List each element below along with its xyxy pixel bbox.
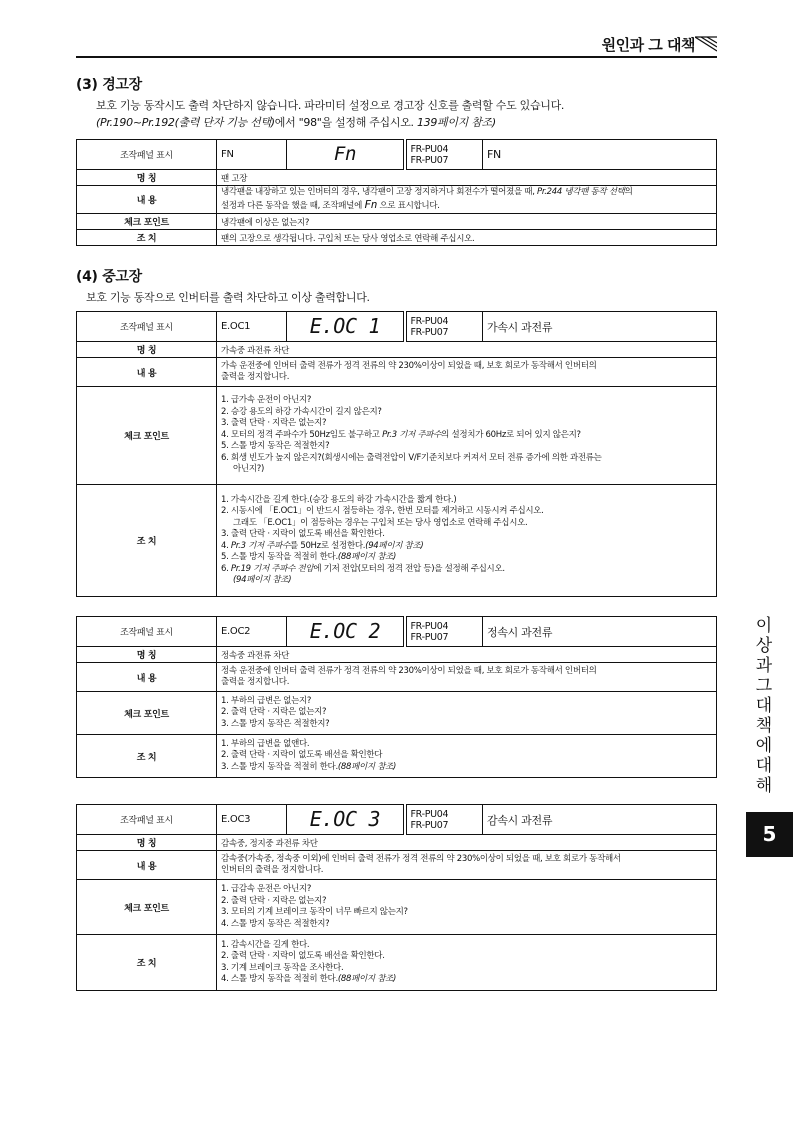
page-header-title: 원인과 그 대책 (601, 36, 695, 54)
pu-model (405, 805, 483, 835)
lcd-text: Fn (333, 143, 356, 163)
parameter-reference: (Pr.190~Pr.192(출력 단자 기능 선택) (96, 116, 275, 129)
action-label: 조 치 (77, 735, 217, 778)
action-value (217, 935, 717, 991)
check-value (217, 387, 717, 485)
section-title-warning: (3) 경고장 (76, 77, 142, 93)
header-rule (76, 56, 717, 58)
pu-model-2: FR-PU07 (410, 154, 449, 166)
action-item: 에 기저 전압(모터의 정격 전압 등)을 설정해 주십시오. (313, 563, 505, 574)
content-line: 출력을 정지합니다. (221, 677, 290, 687)
action-item: 1. 부하의 급변을 없앤다. (221, 738, 310, 749)
name-value: 가속중 과전류 차단 (217, 342, 717, 358)
action-item: 4. (221, 540, 231, 551)
warning-fn-table (76, 139, 717, 246)
parameter-reference: Pr.3 기저 주파수 (382, 429, 442, 440)
check-item: 1. 급가속 운전이 아닌지? (221, 395, 312, 406)
lcd-display (287, 805, 405, 835)
action-item: 2. 시동시에 「E.OC1」이 반드시 점등하는 경우, 한번 모터를 제거하고 시동시켜 주십시오. (221, 506, 544, 516)
fault-oc3-table (76, 804, 717, 991)
fault-oc2-table (76, 616, 717, 778)
page-reference: (94페이지 참조) (233, 575, 292, 585)
content-text: 으로 표시합니다. (377, 200, 440, 211)
lcd-segment-icon (315, 143, 375, 163)
parameter-reference: Pr.19 기저 주파수 전압 (230, 563, 314, 574)
content-label: 내 용 (77, 851, 217, 880)
action-item: 3. 기계 브레이크 동작을 조사한다. (221, 962, 344, 973)
name-label: 명 칭 (77, 835, 217, 851)
action-value: 팬의 고장으로 생각됩니다. 구입처 또는 당사 영업소로 연락해 주십시오. (217, 230, 717, 246)
panel-code: E.OC1 (217, 312, 287, 342)
pu-model-2: FR-PU07 (410, 631, 449, 643)
content-text: 의 (624, 187, 633, 197)
pu-model-1: FR-PU04 (410, 143, 449, 155)
panel-display-label: 조작패널 표시 (77, 312, 217, 342)
section-title-fault: (4) 중고장 (76, 269, 142, 285)
pu-model (405, 312, 483, 342)
panel-display-label: 조작패널 표시 (77, 805, 217, 835)
description-line: 보호 기능 동작시도 출력 차단하지 않습니다. 파라미터 설정으로 경고장 신호를 출력할 수도 있습니다. (96, 99, 565, 112)
check-value: 냉각팬에 이상은 없는지? (217, 214, 717, 230)
check-item: 2. 승강 용도의 하강 가속시간이 길지 않은지? (221, 406, 382, 417)
action-item: 1. 감속시간을 길게 한다. (221, 939, 310, 950)
check-item: 2. 출력 단락 · 지락은 없는지? (221, 895, 327, 906)
action-item: 2. 출력 단락 · 지락이 없도록 배선을 확인한다 (221, 750, 383, 761)
action-item: 를 50Hz로 설정한다. (290, 540, 366, 551)
pu-display-text: 정속시 과전류 (483, 617, 717, 647)
check-item: 4. 스톨 방지 동작은 적절한지? (221, 918, 330, 929)
action-item: 그래도 「E.OC1」이 점등하는 경우는 구입처 또는 당사 영업소로 연락해 주십시오. (233, 517, 528, 528)
content-text: 설정과 다른 동작을 했을 때, 조작패널에 (221, 200, 365, 211)
action-label: 조 치 (77, 230, 217, 246)
check-item: 6. 회생 빈도가 높지 않은지?(회생시에는 출력전압이 V/F기준치보다 커져서 모터 전류 증가에 의한 과전류는 (221, 452, 602, 463)
lcd-segment-icon (300, 619, 390, 641)
page-reference: (88페이지 참조) (337, 552, 397, 562)
lcd-display (287, 617, 405, 647)
pu-model-1: FR-PU04 (410, 620, 449, 632)
name-value: 팬 고장 (217, 170, 717, 186)
lcd-display (287, 312, 405, 342)
pu-display-text: 감속시 과전류 (483, 805, 717, 835)
action-item: 3. 스톨 방지 동작을 적절히 한다. (221, 761, 338, 772)
pu-model-2: FR-PU07 (410, 326, 449, 338)
page-reference: 139페이지 참조) (416, 116, 496, 129)
name-value: 감속중, 정지중 과전류 차단 (217, 835, 717, 851)
content-value (217, 663, 717, 692)
check-item: 아닌지?) (233, 464, 264, 475)
page-reference: (94페이지 참조) (365, 540, 424, 551)
lcd-display (287, 140, 405, 170)
action-item: 6. (221, 563, 231, 574)
content-label: 내 용 (77, 663, 217, 692)
pu-model-2: FR-PU07 (410, 819, 449, 831)
content-value (217, 186, 717, 214)
content-text: 냉각팬을 내장하고 있는 인버터의 경우, 냉각팬이 고장 정지하거나 회전수가 떨어졌을 때, (221, 187, 538, 197)
section-description (96, 97, 564, 131)
section-description: 보호 기능 동작으로 인버터를 출력 차단하고 이상 출력합니다. (86, 291, 370, 304)
check-item: 1. 부하의 급변은 없는지? (221, 695, 312, 706)
check-item: 4. 모터의 정격 주파수가 50Hz임도 불구하고 (221, 429, 383, 440)
action-item: 5. 스톨 방지 동작을 적절히 한다. (221, 552, 338, 562)
check-value (217, 692, 717, 735)
inline-lcd-text: Fn (364, 197, 378, 211)
name-label: 명 칭 (77, 342, 217, 358)
name-label: 명 칭 (77, 170, 217, 186)
check-item: 2. 출력 단락 · 지락은 없는지? (221, 707, 327, 718)
action-label: 조 치 (77, 935, 217, 991)
check-item: 의 설정치가 60Hz로 되어 있지 않은지? (441, 429, 581, 440)
fault-oc1-table (76, 311, 717, 597)
lcd-segment-icon (300, 314, 390, 336)
content-label: 내 용 (77, 358, 217, 387)
action-value (217, 735, 717, 778)
page-reference: (88페이지 참조) (337, 974, 397, 984)
name-label: 명 칭 (77, 647, 217, 663)
panel-code: FN (217, 140, 287, 170)
action-item: 1. 가속시간을 길게 한다.(승강 용도의 하강 가속시간을 짧게 한다.) (221, 494, 457, 505)
name-value: 정속중 과전류 차단 (217, 647, 717, 663)
check-item: 3. 스톨 방지 동작은 적절한지? (221, 718, 330, 729)
header-decoration-icon (695, 36, 717, 52)
lcd-text: E.OC 3 (309, 807, 380, 829)
panel-display-label: 조작패널 표시 (77, 617, 217, 647)
content-label: 내 용 (77, 186, 217, 214)
check-item: 5. 스톨 방지 동작은 적절한지? (221, 441, 330, 452)
panel-display-label: 조작패널 표시 (77, 140, 217, 170)
lcd-text: E.OC 2 (309, 619, 380, 641)
parameter-reference: Pr.244 냉각팬 동작 선택 (537, 187, 625, 197)
description-text: 에서 "98"을 설정해 주십시오. (274, 116, 417, 129)
lcd-segment-icon (300, 807, 390, 829)
parameter-reference: Pr.3 기저 주파수 (230, 540, 291, 551)
action-label: 조 치 (77, 485, 217, 597)
pu-model (405, 617, 483, 647)
check-label: 체크 포인트 (77, 692, 217, 735)
action-item: 3. 출력 단락 · 지락이 없도록 배선을 확인한다. (221, 529, 385, 539)
lcd-text: E.OC 1 (309, 314, 380, 336)
check-item: 1. 급감속 운전은 아닌지? (221, 884, 312, 894)
panel-code: E.OC2 (217, 617, 287, 647)
action-item: 4. 스톨 방지 동작을 적절히 한다. (221, 974, 338, 984)
panel-code: E.OC3 (217, 805, 287, 835)
pu-display-text: 가속시 과전류 (483, 312, 717, 342)
content-value (217, 358, 717, 387)
pu-model (405, 140, 483, 170)
content-line: 가속 운전중에 인버터 출력 전류가 정격 전류의 약 230%이상이 되었을 때, 보호 회로가 동작해서 인버터의 (221, 360, 597, 371)
chapter-side-title: 이상과그대책에대해 (755, 616, 773, 796)
content-line: 출력을 정지합니다. (221, 372, 290, 382)
check-item: 3. 출력 단락 · 지락은 없는지? (221, 418, 327, 429)
action-value (217, 485, 717, 597)
pu-display-text: FN (483, 140, 717, 170)
pu-model-1: FR-PU04 (410, 315, 449, 327)
check-value (217, 880, 717, 935)
action-item: 2. 출력 단락 · 지락이 없도록 배선을 확인한다. (221, 951, 385, 961)
check-item: 3. 모터의 기계 브레이크 동작이 너무 빠르지 않는지? (221, 907, 408, 917)
content-line: 감속중(가속중, 정속중 이외)에 인버터 출력 전류가 정격 전류의 약 230%이상이 되었을 때, 보호 회로가 동작해서 (221, 853, 621, 864)
content-value (217, 851, 717, 880)
chapter-number-tab: 5 (746, 812, 793, 857)
content-line: 인버터의 출력을 정지합니다. (221, 865, 324, 875)
page-reference: (88페이지 참조) (337, 761, 397, 772)
content-line: 정속 운전중에 인버터 출력 전류가 정격 전류의 약 230%이상이 되었을 때, 보호 회로가 동작해서 인버터의 (221, 665, 597, 676)
check-label: 체크 포인트 (77, 387, 217, 485)
check-label: 체크 포인트 (77, 880, 217, 935)
pu-model-1: FR-PU04 (410, 808, 449, 820)
check-label: 체크 포인트 (77, 214, 217, 230)
